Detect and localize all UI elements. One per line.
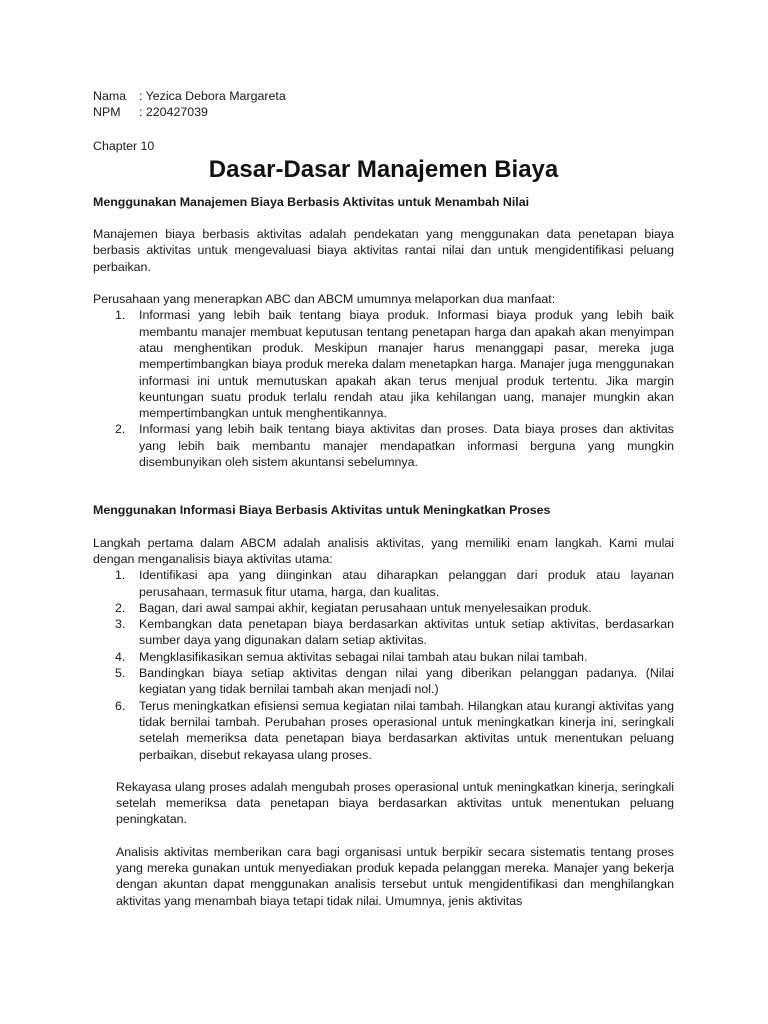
list-item: 1. Identifikasi apa yang diinginkan atau diharapkan pelanggan dari produk atau layanan perusahaan, termasuk fitur utama, harga, dan kualitas. bbox=[115, 568, 674, 599]
list-item: 6. Terus meningkatkan efisiensi semua kegiatan nilai tambah. Hilangkan atau kurangi aktivitas yang tidak bernilai tambah. Perubahan proses operasional untuk meningkatkan kinerja ini, seringkali setelah memeriksa data penetapan biaya berdasarkan aktivitas untuk menentukan peluang perbaikan, disebut rekayasa ulang proses. bbox=[115, 698, 674, 762]
npm-value: : 220427039 bbox=[139, 105, 208, 120]
list-item: 4. Mengklasifikasikan semua aktivitas sebagai nilai tambah atau bukan nilai tambah. bbox=[115, 649, 588, 664]
list-item: 1. Informasi yang lebih baik tentang biaya produk. Informasi biaya produk yang lebih baik membantu manajer membuat keputusan tentang penetapan harga dan apakah akan menyimpan atau menghentikan produk. Meskipun manajer harus menanggapi pasar, mereka juga mempertimbangkan biaya produk mereka dalam menetapkan harga. Manajer juga menggunakan informasi ini untuk memutuskan apakah akan terus menjual produk tertentu. Jika margin keuntungan suatu produk terlalu rendah atau jika kehilangan uang, manajer mungkin akan mempertimbangkan untuk menghentikannya. bbox=[115, 308, 674, 421]
student-name-row bbox=[93, 88, 674, 104]
student-npm-row bbox=[93, 104, 674, 120]
document-page bbox=[93, 88, 674, 909]
npm-label: NPM bbox=[93, 105, 121, 120]
section2-paragraph-3: Analisis aktivitas memberikan cara bagi organisasi untuk berpikir secara sistematis tentang proses yang mereka gunakan untuk menyediakan produk kepada pelanggan mereka. Manajer yang bekerja dengan akuntan dapat menggunakan analisis tersebut untuk mengidentifikasi dan menghilangkan aktivitas yang menambah biaya tetapi tidak nilai. Umumnya, jenis aktivitas bbox=[116, 844, 674, 908]
section2-paragraph-1: Langkah pertama dalam ABCM adalah analisis aktivitas, yang memiliki enam langkah. Kami mulai dengan menganalisis biaya aktivitas utama: bbox=[93, 535, 674, 566]
section2-heading: Menggunakan Informasi Biaya Berbasis Aktivitas untuk Meningkatkan Proses bbox=[93, 503, 551, 518]
document-title: Dasar-Dasar Manajemen Biaya bbox=[208, 155, 559, 183]
list-item: 2. Informasi yang lebih baik tentang biaya aktivitas dan proses. Data biaya proses dan aktivitas yang lebih baik membantu manajer mendapatkan informasi berguna yang mungkin disembunyikan oleh sistem akuntansi sebelumnya. bbox=[115, 422, 674, 470]
section2-paragraph-2: Rekayasa ulang proses adalah mengubah proses operasional untuk meningkatkan kinerja, seringkali setelah memeriksa data penetapan biaya berdasarkan aktivitas untuk menentukan peluang peningkatan. bbox=[116, 779, 674, 827]
name-label: Nama bbox=[93, 89, 127, 103]
section1-heading: Menggunakan Manajemen Biaya Berbasis Aktivitas untuk Menambah Nilai bbox=[93, 194, 530, 209]
chapter-label: Chapter 10 bbox=[93, 138, 155, 153]
name-value: : Yezica Debora Margareta bbox=[139, 89, 286, 103]
steps-list bbox=[93, 567, 674, 763]
section1-paragraph-1: Manajemen biaya berbasis aktivitas adalah pendekatan yang menggunakan data penetapan biaya berbasis aktivitas untuk mengevaluasi biaya aktivitas rantai nilai dan untuk mengidentifikasi peluang perbaikan. bbox=[93, 227, 674, 274]
list-item: 2. Bagan, dari awal sampai akhir, kegiatan perusahaan untuk menyelesaikan produk. bbox=[115, 600, 592, 615]
list-item: 5. Bandingkan biaya setiap aktivitas dengan nilai yang diberikan pelanggan padanya. (Nilai kegiatan yang tidak bernilai tambah akan menjadi nol.) bbox=[115, 666, 674, 697]
benefits-list bbox=[93, 307, 674, 470]
section1-paragraph-2: Perusahaan yang menerapkan ABC dan ABCM umumnya melaporkan dua manfaat: bbox=[93, 292, 556, 307]
list-item: 3. Kembangkan data penetapan biaya berdasarkan aktivitas untuk setiap aktivitas, berdasarkan sumber daya yang digunakan dalam setiap aktivitas. bbox=[115, 617, 674, 648]
